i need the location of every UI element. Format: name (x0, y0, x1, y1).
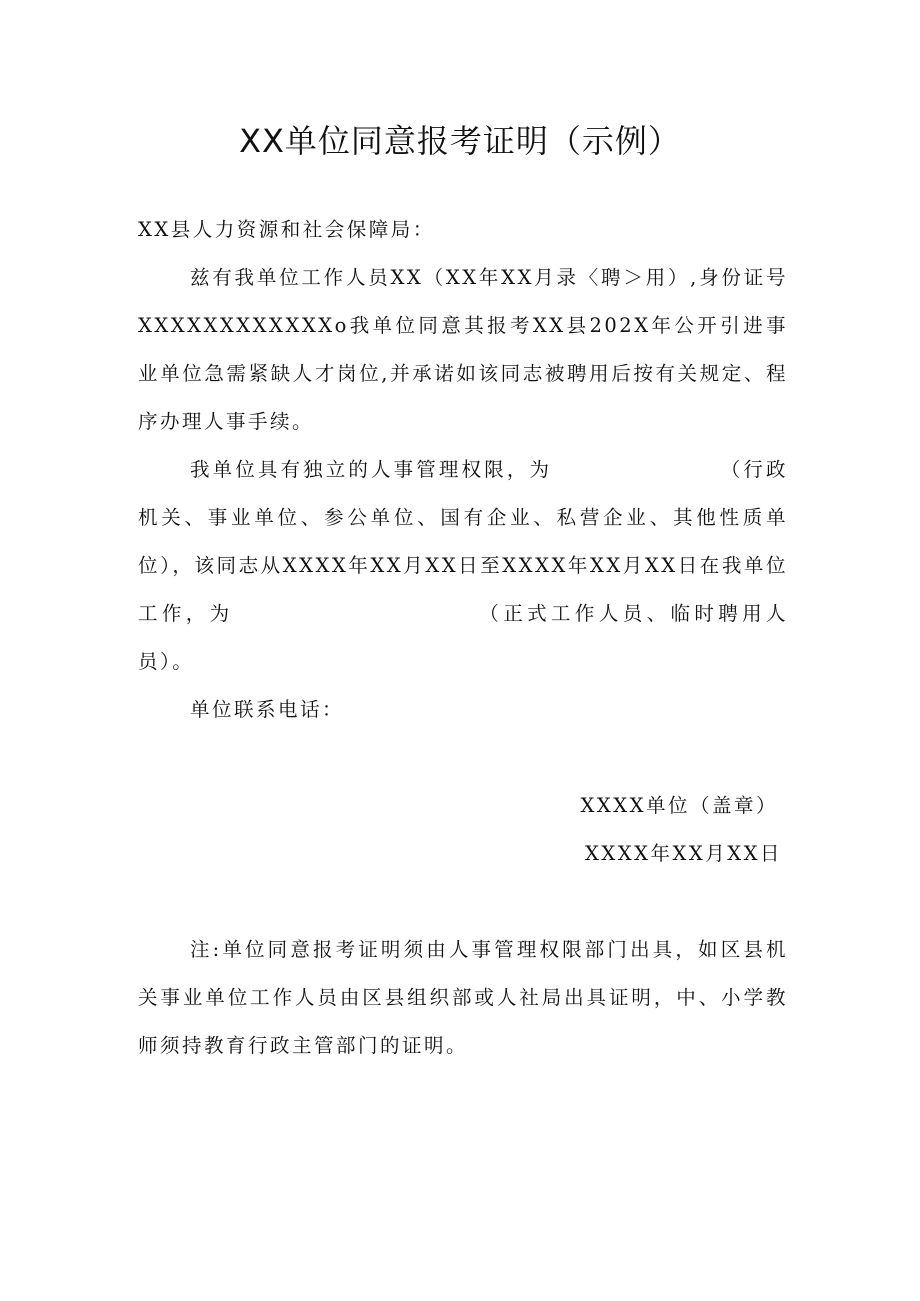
note-paragraph: 注:单位同意报考证明须由人事管理权限部门出具，如区县机关事业单位工作人员由区县组织部或人社局出具证明，中、小学教师须持教育行政主管部门的证明。 (138, 938, 788, 1057)
authority-text-part1: 我单位具有独立的人事管理权限，为 (190, 458, 553, 481)
authority-text-part2: （行政机关、事业单位、参公单位、国有企业、私营企业、其他性质单位），该同志从XXXX年XX月XX日至XXXX年XX月XX日在我单位工作，为 (138, 458, 788, 625)
certification-paragraph: 兹有我单位工作人员XX（XX年XX月录〈聘＞用）,身份证号XXXXXXXXXXXXo我单位同意其报考XX县202X年公开引进事业单位急需紧缺人才岗位,并承诺如该同志被聘用后按有关规定、程序办理人事手续。 (138, 266, 788, 433)
signature-unit: XXXX单位（盖章） (580, 794, 778, 817)
authority-text-part3: （正式工作人员、临时聘用人员）。 (138, 602, 788, 673)
signature-date: XXXX年XX月XX日 (584, 842, 782, 865)
contact-phone-label: 单位联系电话： (190, 698, 345, 721)
authority-paragraph (138, 446, 788, 686)
addressee-line: XX县人力资源和社会保障局： (138, 218, 435, 241)
document-title: XX单位同意报考证明（示例） (239, 122, 681, 160)
